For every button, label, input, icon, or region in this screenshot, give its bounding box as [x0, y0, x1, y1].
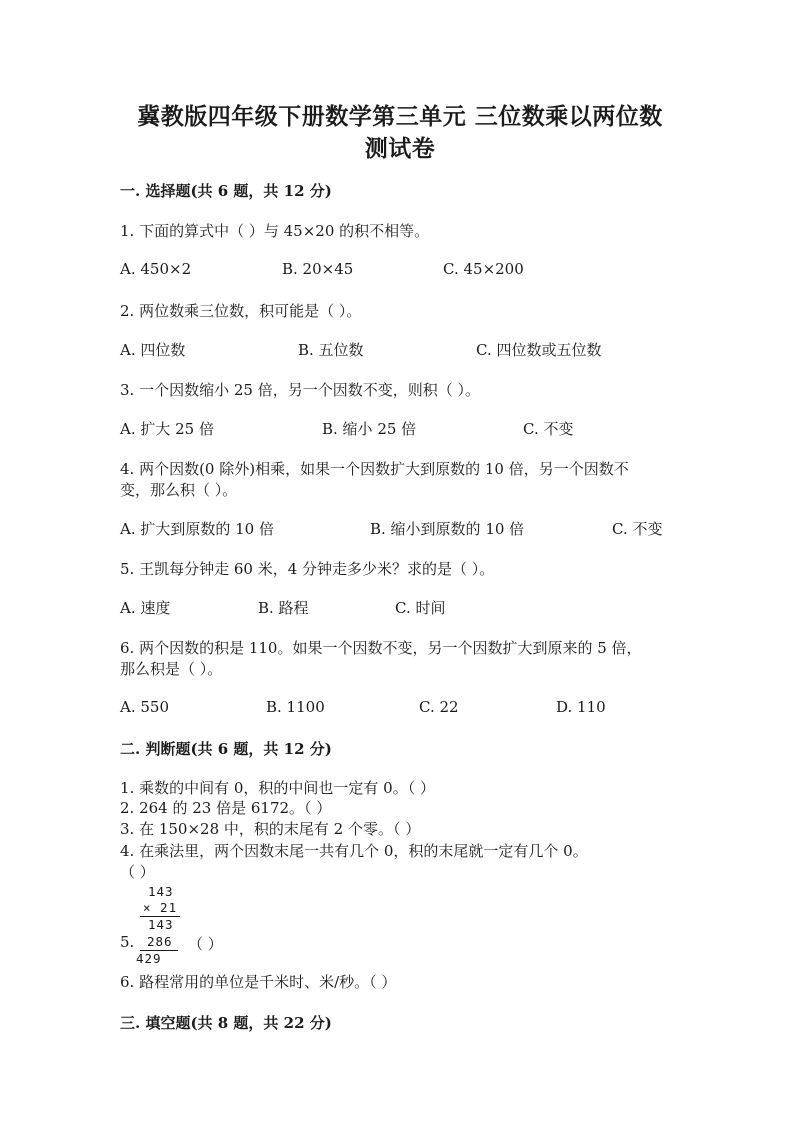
- question-4-line1: 4. 两个因数(0 除外)相乘，如果一个因数扩大到原数的 10 倍，另一个因数不: [120, 460, 629, 478]
- question-1: 1. 下面的算式中（ ）与 45×20 的积不相等。: [120, 222, 430, 240]
- option-6a: A. 550: [120, 698, 169, 716]
- option-6c: C. 22: [419, 698, 459, 716]
- option-6b: B. 1100: [266, 698, 325, 716]
- option-5a: A. 速度: [120, 599, 171, 617]
- option-1a: A. 450×2: [120, 260, 192, 278]
- judge-item-2: 2. 264 的 23 倍是 6172。（ ）: [120, 799, 332, 817]
- option-3b: B. 缩小 25 倍: [322, 420, 417, 438]
- option-4b: B. 缩小到原数的 10 倍: [370, 520, 525, 538]
- option-1b: B. 20×45: [282, 260, 354, 278]
- document-title-line2: 测试卷: [364, 135, 436, 162]
- question-6-line2: 那么积是（ ）。: [120, 660, 223, 678]
- calc-partial-1: 143: [148, 917, 174, 932]
- option-4c: C. 不变: [612, 520, 663, 538]
- section-heading-judge: 二. 判断题(共 6 题，共 12 分): [120, 740, 332, 758]
- option-6d: D. 110: [556, 698, 606, 716]
- question-5: 5. 王凯每分钟走 60 米，4 分钟走多少米？求的是（ ）。: [120, 560, 495, 578]
- option-1c: C. 45×200: [443, 260, 524, 278]
- question-4-line2: 变，那么积（ ）。: [120, 481, 238, 499]
- section-heading-fill: 三. 填空题(共 8 题，共 22 分): [120, 1014, 332, 1032]
- calc-partial-2: 286: [147, 934, 173, 949]
- option-3c: C. 不变: [523, 420, 574, 438]
- question-6-line1: 6. 两个因数的积是 110。如果一个因数不变，另一个因数扩大到原来的 5 倍，: [120, 639, 642, 657]
- option-3a: A. 扩大 25 倍: [120, 420, 214, 438]
- calc-product: 429: [136, 951, 162, 966]
- option-5b: B. 路程: [258, 599, 309, 617]
- question-3: 3. 一个因数缩小 25 倍，另一个因数不变，则积（ ）。: [120, 381, 480, 399]
- calc-multiplicand: 143: [148, 884, 174, 899]
- option-4a: A. 扩大到原数的 10 倍: [120, 520, 274, 538]
- judge-item-5-label: 5.: [120, 933, 135, 951]
- section-heading-choice: 一. 选择题(共 6 题，共 12 分): [120, 182, 332, 200]
- judge-item-5-bracket: （ ）: [188, 935, 223, 953]
- judge-item-6: 6. 路程常用的单位是千米时、米/秒。（ ）: [120, 973, 397, 991]
- option-2b: B. 五位数: [298, 341, 364, 359]
- judge-item-4: 4. 在乘法里，两个因数末尾一共有几个 0，积的末尾就一定有几个 0。: [120, 842, 588, 860]
- judge-item-4-bracket: （ ）: [120, 863, 155, 881]
- judge-item-1: 1. 乘数的中间有 0，积的中间也一定有 0。（ ）: [120, 779, 435, 797]
- calc-multiplier: × 21: [143, 900, 178, 915]
- document-title: 冀教版四年级下册数学第三单元 三位数乘以两位数: [137, 103, 663, 130]
- option-5c: C. 时间: [395, 599, 446, 617]
- judge-item-3: 3. 在 150×28 中，积的末尾有 2 个零。（ ）: [120, 820, 421, 838]
- question-2: 2. 两位数乘三位数，积可能是（ ）。: [120, 302, 362, 320]
- option-2c: C. 四位数或五位数: [476, 341, 602, 359]
- option-2a: A. 四位数: [120, 341, 186, 359]
